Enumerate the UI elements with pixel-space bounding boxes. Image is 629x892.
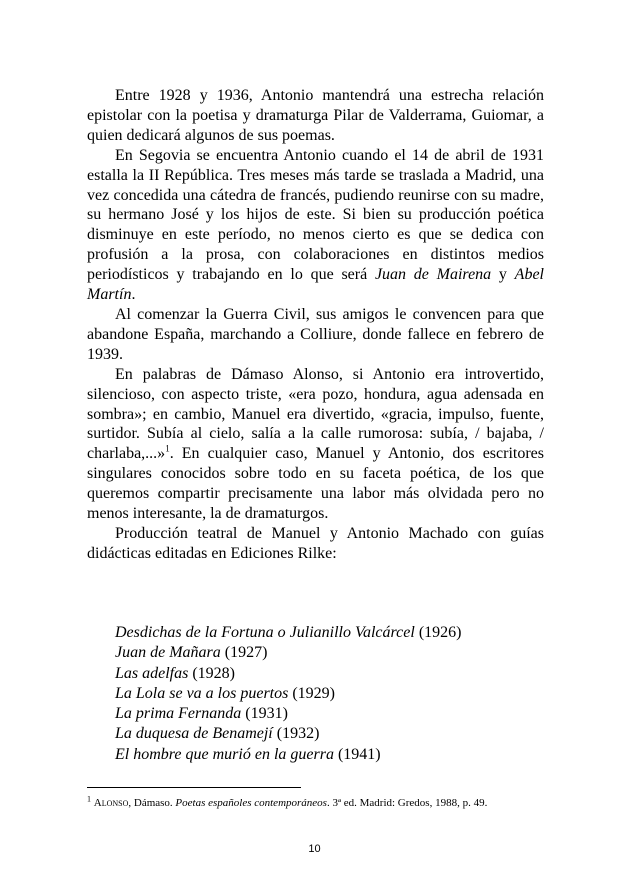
paragraph-guerra-civil bbox=[87, 305, 544, 365]
work-year: (1926) bbox=[414, 624, 462, 641]
paragraph-segovia bbox=[87, 146, 544, 305]
paragraph-text: Entre 1928 y 1936, Antonio mantendrá una estrecha relación epistolar con la poetisa y dramaturga Pilar de Valderrama, Guiomar, a quien dedicará algunos de sus poemas. bbox=[87, 87, 544, 144]
footnote-divider bbox=[87, 787, 301, 788]
work-title: La duquesa de Benamejí bbox=[115, 725, 273, 743]
list-item bbox=[115, 704, 461, 724]
footnote-number: 1 bbox=[87, 794, 91, 804]
paragraph-text: En Segovia se encuentra Antonio cuando el 14 de abril de 1931 estalla la II República. Tres meses más tarde se traslada a Madrid, una vez concedida una cátedra de francés, pudiendo reunirse con su madre, su hermano José y los hijos de este. Si bien su producción poética disminuye en este período, no menos cierto es que se dedica con profusión a la prosa, con colaboraciones en distintos medios periodísticos y trabajando en lo que será bbox=[87, 146, 544, 284]
list-item bbox=[115, 664, 461, 684]
footnote-reference[interactable]: 1 bbox=[165, 443, 170, 454]
footnote-author-name: , Dámaso. bbox=[128, 797, 176, 809]
work-title: La prima Fernanda bbox=[115, 705, 242, 723]
work-year: (1941) bbox=[333, 745, 381, 763]
work-title: La Lola se va a los puertos bbox=[115, 684, 289, 702]
work-title: El hombre que murió en la guerra bbox=[115, 745, 334, 763]
paragraph-damaso-alonso bbox=[87, 365, 544, 524]
footnote-author-surname: Alonso bbox=[93, 797, 129, 809]
footnote-book-title: Poetas españoles contemporáneos bbox=[175, 797, 327, 809]
work-title-abel-martin: Abel Martín bbox=[87, 266, 544, 304]
paragraph-text: En palabras de Dámaso Alonso, si Antonio era introvertido, silencioso, con aspecto triste, «era pozo, hondura, agua adensada en sombra»; en cambio, Manuel era divertido, «gracia, impulso, fuente, surtidor. Subía al cielo, salía a la calle rumorosa: subía, / bajaba, / charlaba,...» bbox=[87, 365, 544, 463]
work-title-juan-de-mairena: Juan de Mairena bbox=[374, 266, 492, 284]
body-text bbox=[87, 86, 544, 564]
works-list bbox=[115, 623, 461, 765]
work-title: Juan de Mañara bbox=[115, 644, 221, 662]
work-title: Desdichas de la Fortuna o Julianillo Valcárcel bbox=[115, 624, 415, 641]
work-year: (1931) bbox=[241, 705, 288, 723]
list-item bbox=[115, 724, 461, 744]
list-item bbox=[115, 623, 461, 643]
paragraph-text: Al comenzar la Guerra Civil, sus amigos le convencen para que abandone España, marchando a Colliure, donde fallece en febrero de 1939. bbox=[87, 305, 544, 363]
list-item bbox=[115, 745, 461, 765]
list-item bbox=[115, 684, 461, 704]
paragraph-text: Producción teatral de Manuel y Antonio Machado con guías didácticas editadas en Ediciones Rilke: bbox=[87, 524, 544, 562]
work-year: (1932) bbox=[272, 725, 320, 743]
footnote-details: . 3ª ed. Madrid: Gredos, 1988, p. 49. bbox=[326, 797, 488, 809]
work-year: (1929) bbox=[288, 684, 335, 702]
paragraph-produccion-teatral bbox=[87, 524, 544, 564]
work-title: Las adelfas bbox=[115, 664, 189, 682]
paragraph-guiomar bbox=[87, 86, 544, 146]
footnote bbox=[87, 796, 557, 810]
work-year: (1928) bbox=[188, 664, 235, 682]
paragraph-text: . En cualquier caso, Manuel y Antonio, dos escritores singulares conocidos sobre todo en su faceta poética, de los que queremos compartir precisamente una labor más olvidada pero no menos interesante, la de dramaturgos. bbox=[87, 445, 544, 523]
paragraph-text: . bbox=[131, 286, 136, 304]
paragraph-text: y bbox=[491, 266, 515, 284]
page-number: 10 bbox=[308, 843, 321, 855]
list-item bbox=[115, 643, 461, 663]
work-year: (1927) bbox=[220, 644, 268, 662]
